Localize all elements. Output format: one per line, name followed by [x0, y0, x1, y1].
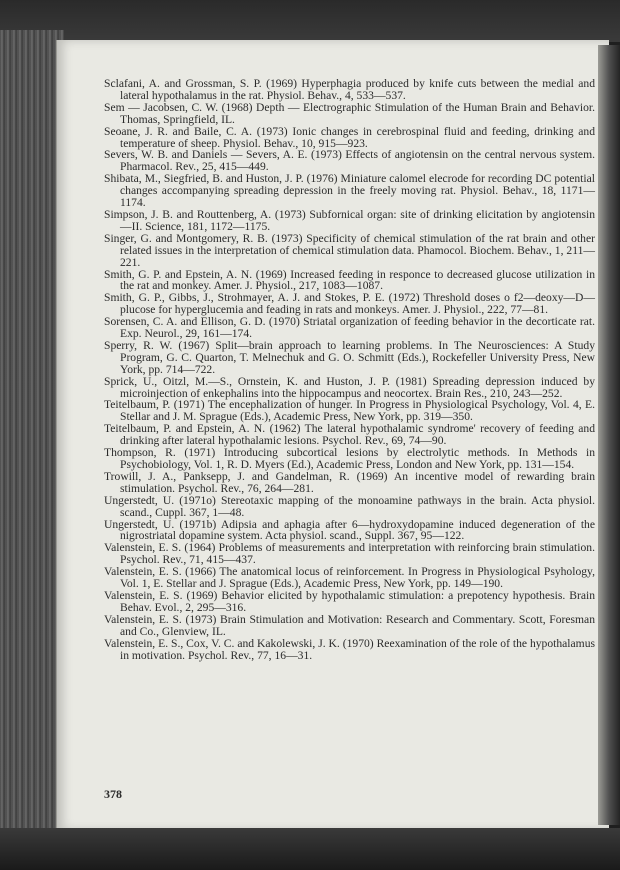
reference-entry: Simpson, J. B. and Routtenberg, A. (1973) Subfornical organ: site of drinking elicitation by angiotensin—II. Science, 181, 1172—1175.: [104, 207, 595, 233]
reference-entry: Smith, G. P. and Epstein, A. N. (1969) Increased feeding in responce to decreased glucose utilization in the rat and monkey. Amer. J. Physiol., 217, 1083—1087.: [104, 267, 595, 293]
reference-entry: Valenstein, E. S. (1973) Brain Stimulation and Motivation: Research and Commentary. Scott, Foresman and Co., Glenview, IL.: [104, 612, 595, 638]
page-right-edge-shadow: [598, 45, 620, 825]
reference-entry: Singer, G. and Montgomery, R. B. (1973) Specificity of chemical stimulation of the rat brain and other related issues in the interpretation of chemical stimulation data. Phamocol. Biochem. Behav., 1, 211—221.: [104, 231, 595, 269]
reference-entry: Sclafani, A. and Grossman, S. P. (1969) Hyperphagia produced by knife cuts between the medial and lateral hypothalamus in the rat. Physiol. Behav., 4, 533—537.: [104, 77, 595, 102]
reference-entry: Seoane, J. R. and Baile, C. A. (1973) Ionic changes in cerebrospinal fluid and feeding, drinking and temperature of sheep. Physiol. Behav., 10, 915—923.: [104, 124, 595, 150]
reference-entry: Teitelbaum, P. (1971) The encephalization of hunger. In Progress in Physiological Psychology, Vol. 4, E. Stellar and J. M. Sprague (Eds.), Academic Press, New York, pp. 319—350.: [104, 398, 595, 424]
reference-entry: Smith, G. P., Gibbs, J., Strohmayer, A. J. and Stokes, P. E. (1972) Threshold doses o f2—deoxy—D—plucose for hyperglucemia and feading in rats and monkeys. Amer. J. Physiol., 222, 77—81.: [104, 291, 595, 317]
reference-entry: Trowill, J. A., Panksepp, J. and Gandelman, R. (1969) An incentive model of rewarding brain stimulation. Psychol. Rev., 76, 264—281.: [104, 469, 595, 495]
reference-entry: Sem — Jacobsen, C. W. (1968) Depth — Electrographic Stimulation of the Human Brain and Behavior. Thomas, Springfield, IL.: [104, 100, 595, 126]
reference-list: [104, 78, 595, 661]
reference-entry: Thompson, R. (1971) Introducing subcortical lesions by electrolytic methods. In Methods in Psychobiology, Vol. 1, R. D. Myers (Ed.), Academic Press, London and New York, pp. 131—154.: [104, 446, 595, 471]
book-page: [56, 40, 609, 830]
reference-entry: Severs, W. B. and Daniels — Severs, A. E. (1973) Effects of angiotensin on the central nervous system. Pharmacol. Rev., 25, 415—449.: [104, 148, 595, 174]
reference-entry: Valenstein, E. S. (1969) Behavior elicited by hypothalamic stimulation: a prepotency hypothesis. Brain Behav. Evol., 2, 295—316.: [104, 588, 595, 614]
reference-entry: Valenstein, E. S. (1964) Problems of measurements and interpretation with reinforcing brain stimulation. Psychol. Rev., 71, 415—437.: [104, 541, 595, 567]
book-spine-edge: [0, 30, 64, 840]
reference-entry: Shibata, M., Siegfried, B. and Huston, J. P. (1976) Miniature calomel elecrode for recording DC potential changes accompanying spreading depression in the freely moving rat. Physiol. Behav., 18, 1171—1174.: [104, 172, 595, 210]
reference-entry: Ungerstedt, U. (1971b) Adipsia and aphagia after 6—hydroxydopamine induced degeneration of the nigrostriatal dopamine system. Acta physiol. scand., Suppl. 367, 95—122.: [104, 517, 595, 543]
reference-entry: Valenstein, E. S. (1966) The anatomical locus of reinforcement. In Progress in Physiological Psyhology, Vol. 1, E. Stellar and J. Sprague (Eds.), Academic Press, New York, pp. 149—190.: [104, 565, 595, 591]
reference-entry: Teitelbaum, P. and Epstein, A. N. (1962) The lateral hypothalamic syndrome' recovery of feeding and drinking after lateral hypothalamic lesions. Psychol. Rev., 69, 74—90.: [104, 422, 595, 448]
reference-entry: Sorensen, C. A. and Ellison, G. D. (1970) Striatal organization of feeding behavior in the decorticate rat. Exp. Neurol., 29, 161—174.: [104, 315, 595, 341]
scan-top-border: [0, 0, 620, 42]
scan-bottom-border: [0, 828, 620, 870]
reference-entry: Valenstein, E. S., Cox, V. C. and Kakolewski, J. K. (1970) Reexamination of the role of the hypothalamus in motivation. Psychol. Rev., 77, 16—31.: [104, 636, 595, 662]
reference-entry: Ungerstedt, U. (1971o) Stereotaxic mapping of the monoamine pathways in the brain. Acta physiol. scand., Cuppl. 367, 1—48.: [104, 493, 595, 519]
reference-entry: Sperry, R. W. (1967) Split—brain approach to learning problems. In The Neurosciences: A Study Program, G. C. Quarton, T. Melnechuk and G. O. Schmitt (Eds.), Rockefeller University Press, New York, pp. 714—722.: [104, 338, 595, 376]
reference-entry: Sprick, U., Oitzl, M.—S., Ornstein, K. and Huston, J. P. (1981) Spreading depression induced by microinjection of enkephalins into the hippocampus and neocortex. Brain Res., 210, 243—252.: [104, 374, 595, 400]
page-number: 378: [104, 787, 122, 801]
